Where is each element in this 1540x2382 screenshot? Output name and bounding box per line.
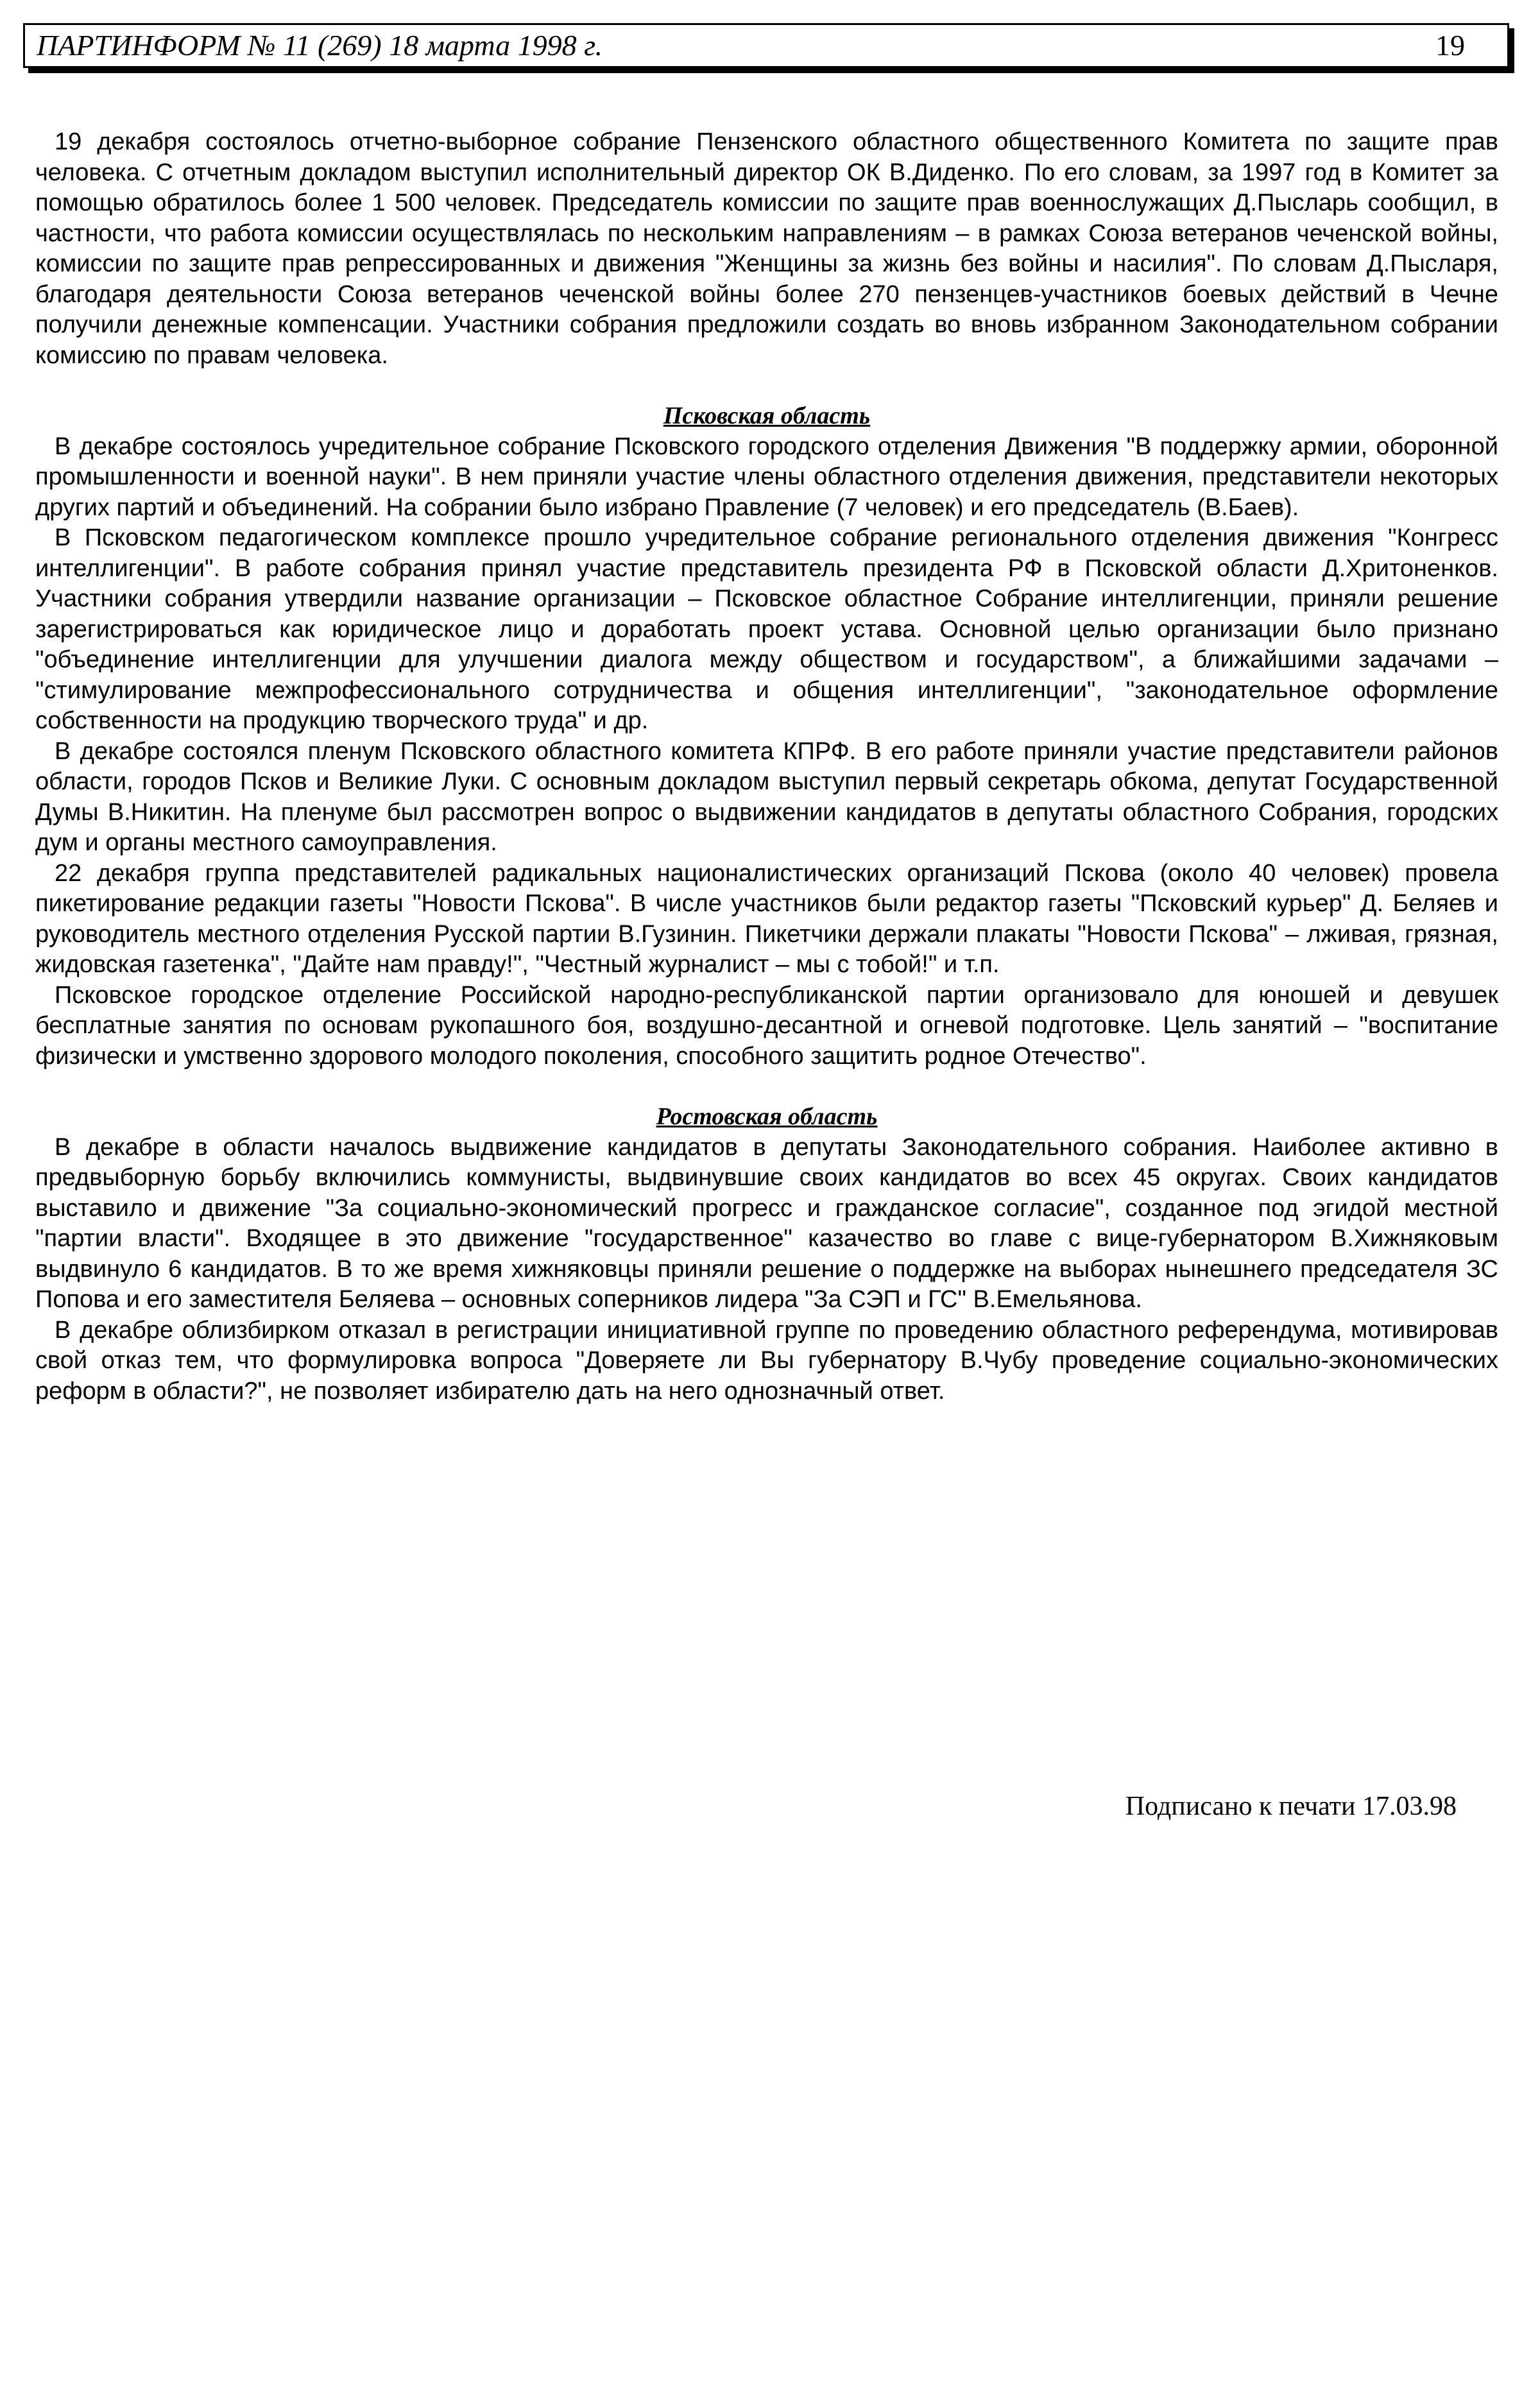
section-title-pskov: Псковская область — [663, 402, 871, 429]
pskov-paragraph: Псковское городское отделение Российской народно-республиканской партии организовало для юношей и девушек бесплатные занятия по основам рукопашного боя, воздушно-десантной и огневой подготовке. Цель занятий – "воспитание физически и умственно здорового молодого поколения, способного защитить родное Отечество". — [35, 981, 1498, 1070]
signed-for-print: Подписано к печати 17.03.98 — [1125, 1792, 1457, 1821]
section-title-rostov: Ростовская область — [656, 1103, 878, 1130]
pskov-paragraph: В Псковском педагогическом комплексе прошло учредительное собрание регионального отделения движения "Конгресс интеллигенции". В работе собрания принял участие представитель президента РФ в Псковской области Д.Хритоненков. Участники собрания утвердили название организации – Псковское областное Собрание интеллигенции, приняли решение зарегистрироваться как юридическое лицо и доработать проект устава. Основной целью организации было признано "объединение интеллигенции для улучшении диалога между обществом и государством", а ближайшими задачами – "стимулирование межпрофессионального сотрудничества и общения интеллигенции", "законодательное оформление собственности на продукцию творческого труда" и др. — [35, 524, 1498, 734]
pskov-paragraph: В декабре состоялся пленум Псковского областного комитета КПРФ. В его работе приняли участие представители районов области, городов Псков и Великие Луки. С основным докладом выступил первый секретарь обкома, депутат Государственной Думы В.Никитин. На пленуме был рассмотрен вопрос о выдвижении кандидатов в депутаты областного Собрания, городских дум и органы местного самоуправления. — [35, 737, 1498, 856]
publication-title: ПАРТИНФОРМ № 11 (269) 18 марта 1998 г. — [37, 29, 603, 62]
article-body — [35, 127, 1498, 1407]
intro-paragraph: 19 декабря состоялось отчетно-выборное собрание Пензенского областного общественного Комитета по защите прав человека. С отчетным докладом выступил исполнительный директор ОК В.Диденко. По его словам, за 1997 год в Комитет за помощью обратилось более 1 500 человек. Председатель комиссии по защите прав военнослужащих Д.Пысларь сообщил, в частности, что работа комиссии осуществлялась по нескольким направлениям – в рамках Союза ветеранов чеченской войны, комиссии по защите прав репрессированных и движения "Женщины за жизнь без войны и насилия". По словам Д.Пысларя, благодаря деятельности Союза ветеранов чеченской войны более 270 пензенцев-участников боевых действий в Чечне получили денежные компенсации. Участники собрания предложили создать во вновь избранном Законодательном собрании комиссию по правам человека. — [35, 128, 1498, 369]
pskov-paragraph: 22 декабря группа представителей радикальных националистических организаций Пскова (около 40 человек) провела пикетирование редакции газеты "Новости Пскова". В числе участников были редактор газеты "Псковский курьер" Д. Беляев и руководитель местного отделения Русской партии В.Гузинин. Пикетчики держали плакаты "Новости Пскова" – лживая, грязная, жидовская газетенка", "Дайте нам правду!", "Честный журналист – мы с тобой!" и т.п. — [35, 859, 1498, 978]
pskov-paragraph: В декабре состоялось учредительное собрание Псковского городского отделения Движения "В поддержку армии, оборонной промышленности и военной науки". В нем приняли участие члены областного отделения движения, представители некоторых других партий и объединений. На собрании было избрано Правление (7 человек) и его председатель (В.Баев). — [35, 433, 1498, 521]
rostov-paragraph: В декабре в области началось выдвижение кандидатов в депутаты Законодательного собрания. Наиболее активно в предвыборную борьбу включились коммунисты, выдвинувшие своих кандидатов во всех 45 округах. Своих кандидатов выставило и движение "За социально-экономический прогресс и гражданское согласие", созданное под эгидой местной "партии власти". Входящее в это движение "государственное" казачество во главе с вице-губернатором В.Хижняковым выдвинуло 6 кандидатов. В то же время хижняковцы приняли решение о поддержке на выборах нынешнего председателя ЗС Попова и его заместителя Беляева – основных соперников лидера "За СЭП и ГС" В.Емельянова. — [35, 1133, 1498, 1313]
page-header — [23, 23, 1509, 68]
rostov-paragraph: В декабре облизбирком отказал в регистрации инициативной группе по проведению областного референдума, мотивировав свой отказ тем, что формулировка вопроса "Доверяете ли Вы губернатору В.Чубу проведение социально-экономических реформ в области?", не позволяет избирателю дать на него однозначный ответ. — [35, 1316, 1498, 1405]
page-number: 19 — [1435, 29, 1465, 62]
